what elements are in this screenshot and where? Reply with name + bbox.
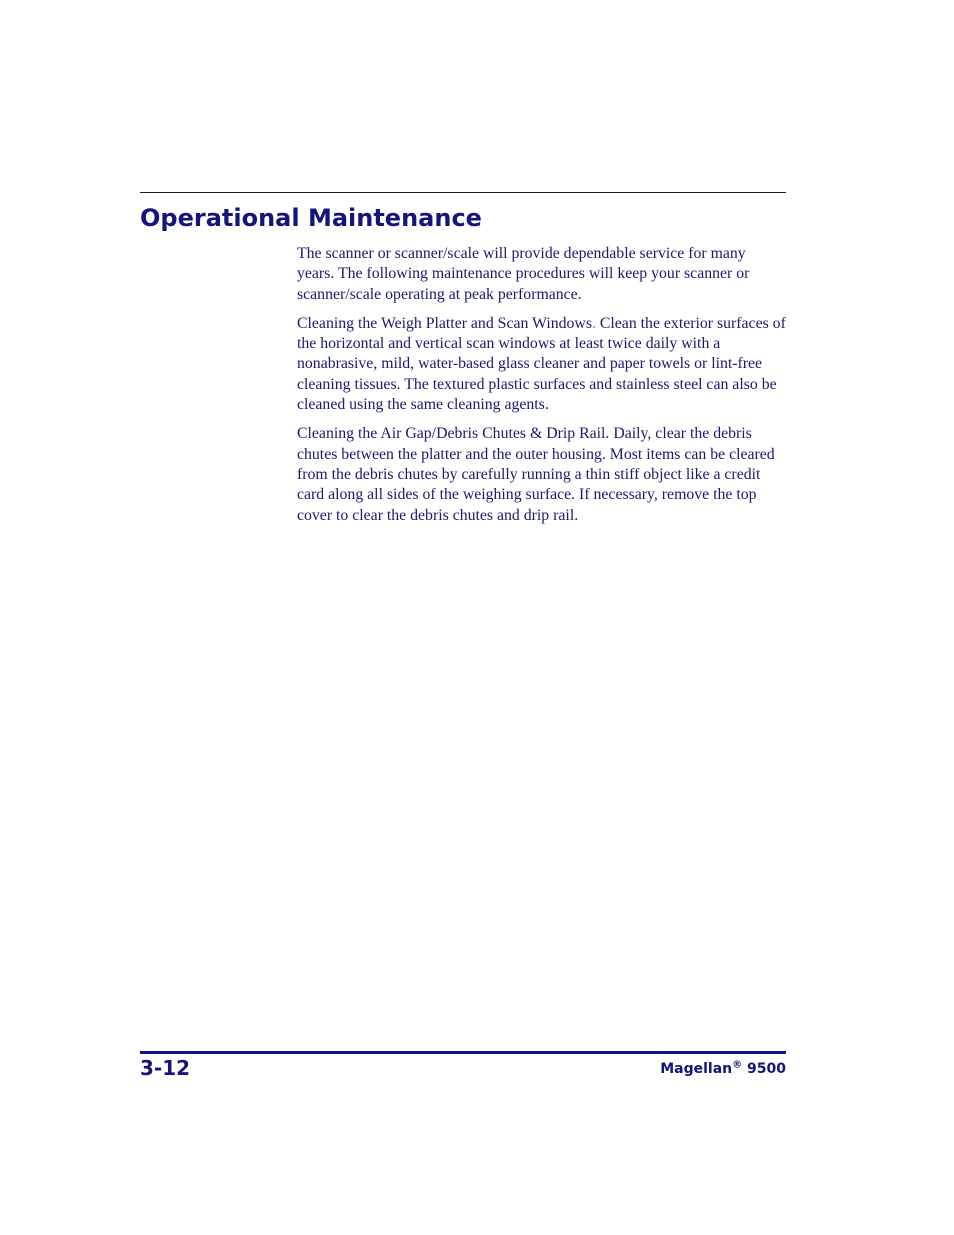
- cleaning-chutes-heading: Cleaning the Air Gap/Debris Chutes & Drip Rail.: [297, 425, 610, 443]
- cleaning-windows-text: Clean the exterior surfaces of the horizontal and vertical scan windows at least twice daily with a nonabrasive, mild, water-based glass cleaner and paper towels or lint-free cleaning tissues. The textured plastic surfaces and stainless steel can also be cleaned using the same cleaning agents.: [297, 314, 786, 414]
- body-text: [297, 244, 786, 535]
- cleaning-chutes-paragraph: [297, 424, 786, 525]
- product-model: 9500: [742, 1061, 786, 1077]
- header-rule: [140, 192, 786, 193]
- product-name: [660, 1058, 786, 1080]
- cleaning-windows-paragraph: [297, 314, 786, 415]
- cleaning-chutes-text: Daily, clear the debris chutes between the platter and the outer housing. Most items can be cleared from the debris chutes by carefully running a thin stiff object like a credit card along all sides of the weighing surface. If necessary, remove the top cover to clear the debris chutes and drip rail.: [297, 425, 775, 524]
- footer-rule: [140, 1051, 786, 1054]
- intro-paragraph: The scanner or scanner/scale will provide dependable service for many years. The following maintenance procedures will keep your scanner or scanner/scale operating at peak performance.: [297, 245, 750, 303]
- section-title: Operational Maintenance: [140, 204, 482, 232]
- registered-mark: ®: [732, 1059, 743, 1071]
- cleaning-windows-heading-period: .: [591, 314, 596, 332]
- product-name-text: Magellan: [660, 1061, 733, 1077]
- page-number: 3-12: [140, 1056, 191, 1080]
- cleaning-windows-heading: Cleaning the Weigh Platter and Scan Windows: [297, 314, 592, 332]
